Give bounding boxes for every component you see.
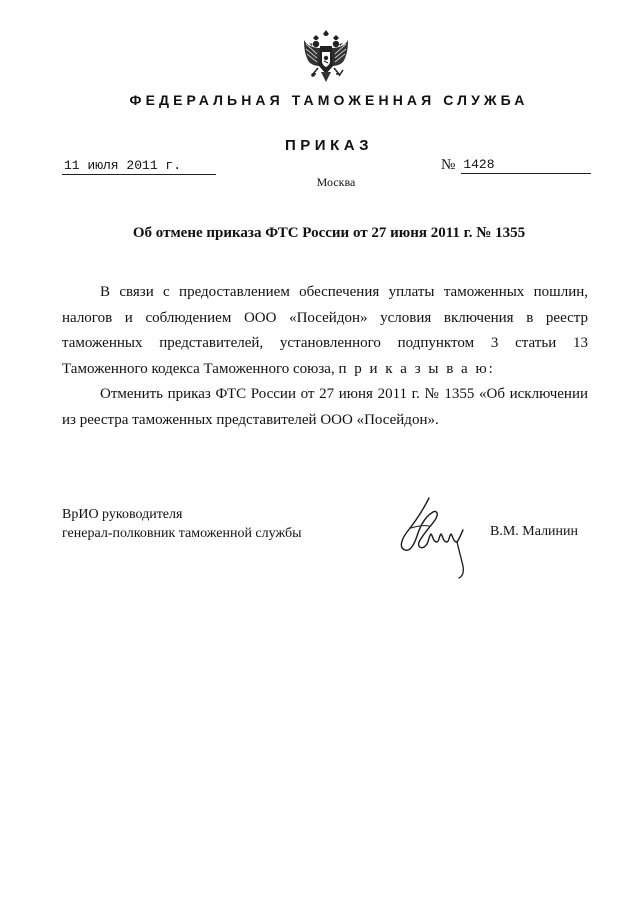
- order-date: 11 июля 2011 г.: [62, 158, 216, 175]
- order-body: [62, 280, 588, 433]
- paragraph-1-text: В связи с предоставлением обеспечения уплаты таможенных пошлин, налогов и соблюдением ООО «Посейдон» условия включения в реестр таможенных представителей, установленного подпунктом 3 статьи 13 Таможенного кодекса Таможенного союза,: [62, 284, 588, 377]
- order-title: Об отмене приказа ФТС России от 27 июня 2011 г. № 1355: [132, 225, 526, 241]
- signer-position-line-2: генерал-полковник таможенной службы: [62, 526, 302, 541]
- handwritten-signature-icon: [393, 492, 473, 582]
- agency-name: ФЕДЕРАЛЬНАЯ ТАМОЖЕННАЯ СЛУЖБА: [129, 92, 529, 108]
- signer-position-line-1: ВрИО руководителя: [62, 507, 183, 522]
- body-paragraph-1: [62, 280, 588, 382]
- issue-city: Москва: [316, 175, 356, 189]
- order-number: 1428: [461, 157, 591, 174]
- document-type: ПРИКАЗ: [285, 137, 373, 154]
- signer-name: В.М. Малинин: [490, 524, 579, 539]
- order-number-field: [441, 156, 591, 174]
- order-phrase: п р и к а з ы в а ю:: [338, 360, 495, 377]
- number-sign: №: [441, 157, 456, 173]
- double-headed-eagle-emblem-icon: [303, 30, 349, 86]
- body-paragraph-2: Отменить приказ ФТС России от 27 июня 2011 г. № 1355 «Об исключении из реестра таможенных представителей ООО «Посейдон».: [62, 386, 588, 428]
- signer-position: [62, 505, 301, 543]
